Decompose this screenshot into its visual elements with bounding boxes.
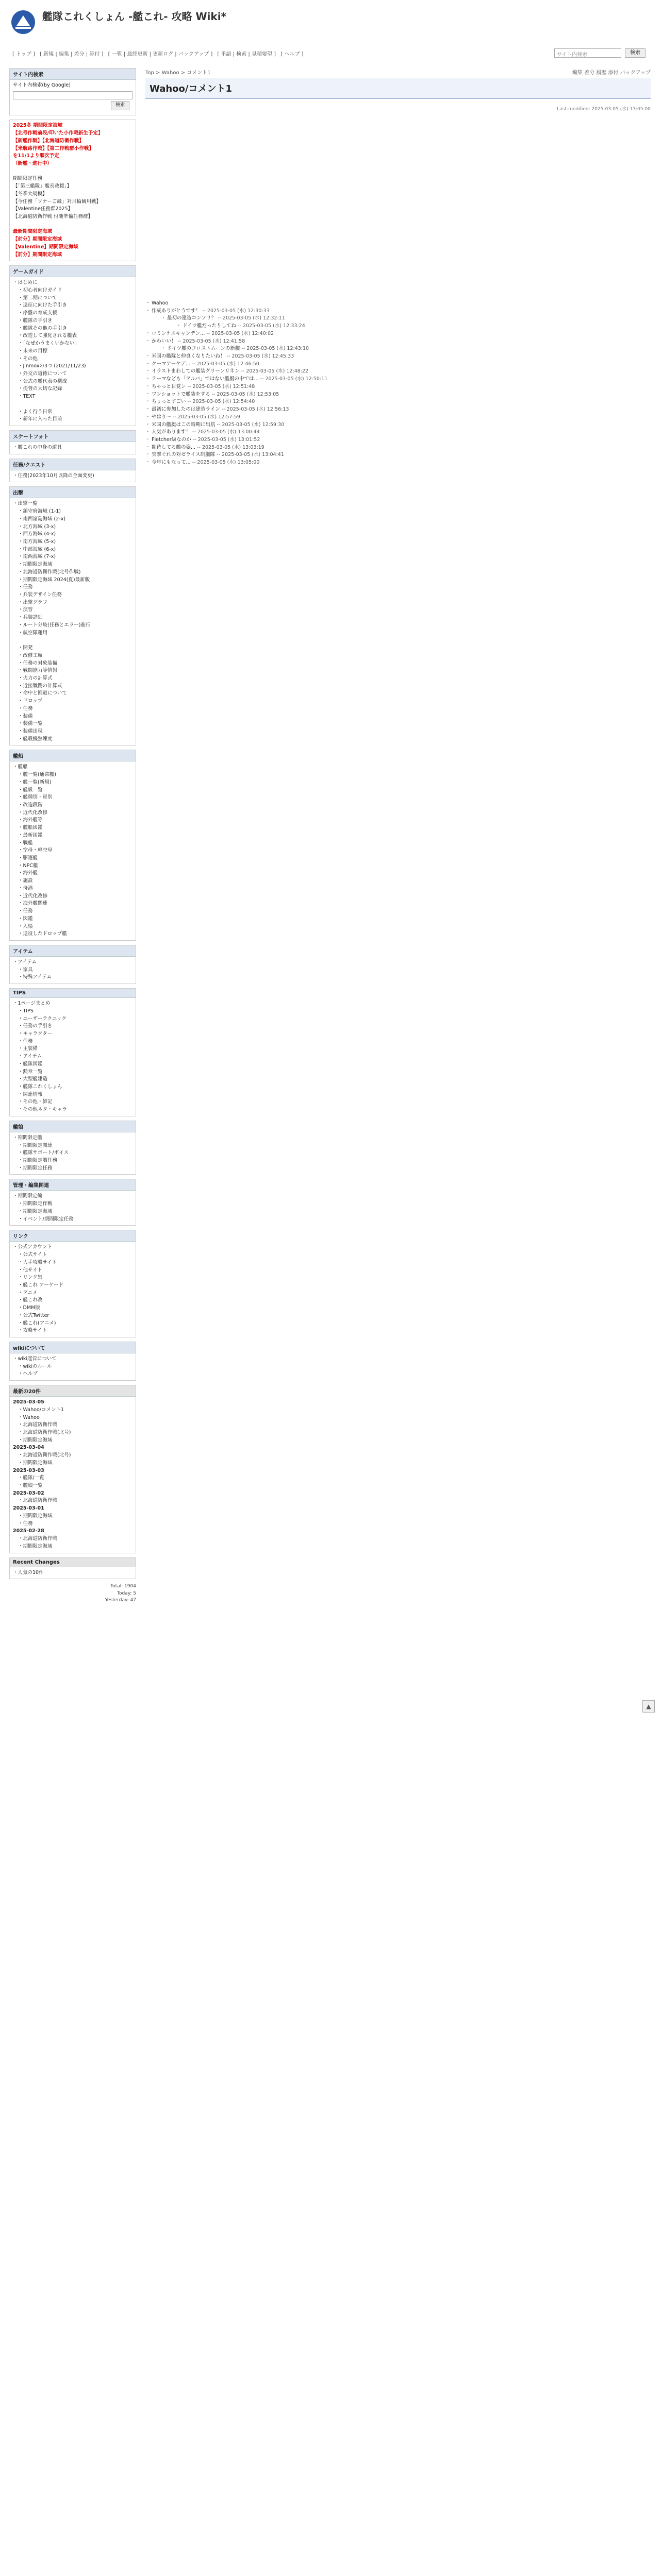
sidebar-link[interactable]: ・期間限定海域 bbox=[18, 1437, 53, 1443]
sidebar-link[interactable]: ・Jinmoxの3つ (2021/11/23) bbox=[18, 363, 86, 369]
sidebar-link[interactable]: ・遠征に向けた手引き bbox=[18, 302, 68, 309]
comment-text: イラストまわしての艦装グリーンリネン bbox=[152, 368, 240, 375]
comment-date: -- 2025-03-05 (水) 13:05:00 bbox=[190, 460, 260, 466]
comment-text: テーマなども「アルバ」ではない艦艇の中では... bbox=[152, 376, 259, 382]
sidebar-block-fleet bbox=[9, 750, 136, 941]
comment-date: -- 2025-03-05 (水) 12:50:11 bbox=[258, 376, 328, 382]
sidebar-link: 2025-03-02 bbox=[13, 1490, 44, 1496]
sidebar-link[interactable]: ・期間限定海域 bbox=[18, 562, 53, 568]
sidebar-section-title: ゲームガイド bbox=[10, 266, 136, 277]
sidebar-link[interactable]: ・南西海域 (7-x) bbox=[18, 554, 56, 560]
sidebar-link[interactable]: ・改修工廠 bbox=[18, 652, 43, 658]
sidebar-link[interactable]: ・家具 bbox=[18, 967, 33, 973]
page-tools[interactable]: 編集 差分 履歴 添付 バックアップ bbox=[572, 70, 651, 76]
sidebar-link[interactable]: ・提督の大切な記録 bbox=[18, 386, 62, 392]
sidebar-block-recent-changes bbox=[9, 1557, 136, 1580]
comment-date: -- 2025-03-05 (水) 12:56:13 bbox=[220, 406, 289, 413]
comment-text: 期待してる艦の姿... bbox=[152, 444, 196, 450]
sidebar-link[interactable]: ・艦一覧(通常艦) bbox=[18, 772, 56, 778]
news-line[interactable]: 【Valentine】期間限定海域 bbox=[13, 244, 78, 250]
comment-text: 米国の艦隊と仲良くなりたいね！ bbox=[152, 353, 225, 360]
news-line[interactable]: 【新艦作戦】【北海道防衛作戦】 bbox=[13, 138, 84, 144]
sidebar-link[interactable]: ・近代化改修 bbox=[18, 893, 48, 899]
sidebar-link[interactable]: ・期間限定作戦 bbox=[18, 1201, 53, 1207]
sidebar-link[interactable]: ・Wahoo bbox=[18, 1414, 40, 1420]
comment-date: -- 2025-03-05 (水) 13:00:44 bbox=[191, 429, 260, 435]
sidebar-link[interactable]: ・最新図鑑 bbox=[18, 832, 43, 838]
comment-date: -- 2025-03-05 (水) 12:46:50 bbox=[190, 361, 259, 367]
sidebar-section-title: TIPS bbox=[10, 989, 136, 998]
comment-date: -- 2025-03-05 (水) 12:45:33 bbox=[225, 353, 294, 360]
comment-date: -- 2025-03-05 (水) 12:32:11 bbox=[216, 315, 285, 321]
site-title[interactable] bbox=[42, 8, 226, 23]
comment-text: 最初の建造コンソリ？ bbox=[167, 315, 217, 321]
sidebar-link[interactable]: ・DMM版 bbox=[18, 1305, 40, 1311]
sidebar-link[interactable]: ・航空隊運用 bbox=[18, 630, 48, 636]
comment-date: -- 2025-03-05 (水) 12:54:40 bbox=[186, 399, 255, 405]
sidebar-link[interactable]: ・海外艦 bbox=[18, 870, 38, 876]
sidebar-link[interactable]: ・TEXT bbox=[18, 394, 36, 400]
sidebar-link[interactable]: ・南方海域 (5-x) bbox=[18, 539, 56, 545]
comment-text: ちょっとすごい bbox=[152, 399, 186, 405]
sidebar-link[interactable]: ・ヘルプ bbox=[18, 1371, 38, 1377]
sidebar-link[interactable]: ・アイテム bbox=[13, 959, 37, 965]
news-line[interactable]: 最新期間限定海域 bbox=[13, 229, 53, 235]
sidebar-link[interactable]: ・その他ネタ・キャラ bbox=[18, 1107, 68, 1113]
news-line[interactable]: 【北海道防衛作戦 付随準備任務群】 bbox=[13, 214, 93, 219]
sidebar-link[interactable]: ・勲章一覧 bbox=[18, 1069, 43, 1075]
sidebar-link[interactable]: ・攻略サイト bbox=[18, 1328, 47, 1334]
comment-text: ドイツ艦だったりしてね bbox=[183, 323, 237, 329]
sidebar-link[interactable]: ・任務の手引き bbox=[18, 1023, 53, 1029]
header-search-input[interactable]: サイト内検索 bbox=[554, 48, 621, 58]
sidebar-link[interactable]: ・ドロップ bbox=[18, 698, 43, 704]
sidebar-link[interactable]: ・兵装デザイン任務 bbox=[18, 592, 62, 598]
sidebar-link[interactable]: ・艦船 bbox=[13, 764, 28, 770]
sidebar-link[interactable]: ・図鑑 bbox=[18, 916, 33, 922]
sidebar-link[interactable]: ・艦載機熟練度 bbox=[18, 736, 53, 742]
comment-date: -- 2025-03-05 (水) 12:48:22 bbox=[239, 368, 309, 375]
sidebar-link[interactable]: ・リンク集 bbox=[18, 1275, 43, 1281]
sidebar-link[interactable]: ・期間限定海域 bbox=[18, 1513, 53, 1519]
sidebar-link[interactable]: ・艦これ アーケード bbox=[18, 1282, 64, 1288]
sidebar-link[interactable]: ・駆逐艦 bbox=[18, 855, 38, 861]
comment-item bbox=[145, 308, 651, 315]
comment-text: ちゃっと目覚ン bbox=[152, 383, 186, 389]
sidebar-section-title: 最新の20件 bbox=[10, 1385, 136, 1397]
sidebar-block-kanmusu bbox=[9, 1121, 136, 1175]
comment-item bbox=[145, 421, 651, 429]
comment-date: -- 2025-03-05 (水) 12:53:05 bbox=[210, 391, 279, 397]
comment-text: ロミンケスキャンデン... bbox=[152, 330, 205, 336]
sidebar-section-title: 任務/クエスト bbox=[10, 459, 136, 470]
sidebar-link[interactable]: ・期間限定海域 bbox=[18, 1460, 53, 1466]
sidebar-link[interactable]: ・出撃一覧 bbox=[13, 501, 38, 507]
access-counter bbox=[9, 1583, 136, 1604]
sidebar-link[interactable]: ・未来の目標 bbox=[18, 348, 48, 354]
sidebar-link: 2025-03-04 bbox=[13, 1445, 44, 1451]
site-logo-icon[interactable] bbox=[10, 9, 36, 35]
sidebar-link[interactable]: ・ユーザーテクニック bbox=[18, 1015, 67, 1022]
comment-text: 米国の艦艇はこの時期に出航 bbox=[152, 421, 216, 428]
comment-item bbox=[145, 459, 651, 467]
news-line[interactable]: （新艦・進行中） bbox=[13, 160, 53, 166]
news-line[interactable]: 【今任務「ソナーご縁」対月輪観用戦】 bbox=[13, 198, 102, 205]
sidebar-link[interactable]: ・よく行う日常 bbox=[18, 409, 53, 415]
comment-date: -- 2025-03-05 (水) 12:43:10 bbox=[240, 346, 309, 352]
sidebar-link[interactable]: ・期間限定艦任務 bbox=[18, 1158, 58, 1164]
sidebar-link[interactable]: ・任務 bbox=[18, 1038, 33, 1044]
comment-item bbox=[145, 383, 651, 391]
site-search-label: サイト内検索(by Google) bbox=[13, 82, 71, 88]
comment-item bbox=[145, 414, 651, 421]
comment-item bbox=[145, 376, 651, 383]
sidebar-link[interactable]: ・兵装詳細 bbox=[18, 615, 43, 621]
sidebar-link[interactable]: ・任務 bbox=[18, 584, 33, 590]
sidebar-link[interactable]: ・期間限定海域 2024(夏)最新版 bbox=[18, 577, 90, 583]
sidebar-link[interactable]: ・出撃グラフ bbox=[18, 599, 48, 605]
comment-item bbox=[145, 368, 651, 376]
sidebar-section-title: 出撃 bbox=[10, 487, 136, 498]
sidebar-search-input[interactable] bbox=[13, 91, 133, 99]
sidebar-link[interactable]: ・キャラクター bbox=[18, 1030, 53, 1037]
sidebar-link[interactable]: ・艦隊その他の手引き bbox=[18, 325, 68, 331]
comment-item bbox=[145, 353, 651, 361]
comment-date: -- 2025-03-05 (水) 12:33:24 bbox=[236, 323, 305, 329]
comment-item bbox=[145, 406, 651, 414]
comment-text: かわいい！ bbox=[152, 338, 176, 344]
sidebar-section-title: アイテム bbox=[10, 945, 136, 957]
sidebar-link[interactable]: ・艦隊サポート/ボイス bbox=[18, 1150, 69, 1156]
sidebar-link[interactable]: ・北海道防衛作戦 bbox=[18, 1536, 58, 1542]
sidebar-link[interactable]: ・海外艦等 bbox=[18, 817, 43, 823]
comment-item bbox=[161, 345, 651, 353]
sidebar-section-title: 艦娘 bbox=[10, 1121, 136, 1132]
sidebar-link: 2025-03-03 bbox=[13, 1467, 44, 1473]
news-line[interactable]: 【北号作戦前段/叩いた小作戦新生予定】 bbox=[13, 130, 103, 137]
header-search-button[interactable]: 検索 bbox=[625, 48, 646, 58]
sidebar-news bbox=[9, 120, 136, 261]
news-line[interactable] bbox=[13, 168, 133, 176]
scroll-to-top-button[interactable]: ▲ bbox=[642, 1700, 655, 1713]
top-navigation bbox=[12, 49, 306, 57]
comment-text: ドイツ艦のフロストムーンの新艦 bbox=[167, 346, 240, 352]
sidebar-link[interactable]: ・任務 bbox=[18, 908, 33, 914]
sidebar-link[interactable]: ・北方海域 (3-x) bbox=[18, 523, 56, 530]
sidebar-link[interactable]: ・開発 bbox=[18, 645, 33, 651]
sidebar-link[interactable]: ・公式の艦代表の構成 bbox=[18, 378, 68, 384]
sidebar-link[interactable]: ・施設 bbox=[18, 878, 33, 884]
comment-item bbox=[145, 391, 651, 399]
sidebar-link[interactable]: ・他サイト bbox=[18, 1267, 42, 1273]
sidebar-site-search bbox=[9, 68, 136, 115]
comment-text: 作成ありがとうです！ bbox=[152, 308, 201, 314]
news-line[interactable]: 【冬季大規模】 bbox=[13, 191, 47, 197]
sidebar-link[interactable]: ・Wahoo/コメント1 bbox=[18, 1406, 64, 1413]
comment-date: -- 2025-03-05 (水) 12:57:59 bbox=[171, 414, 240, 420]
sidebar-link[interactable]: ・期間限定任務 bbox=[18, 1165, 53, 1171]
comment-date: -- 2025-03-05 (水) 12:41:58 bbox=[176, 338, 245, 344]
breadcrumb[interactable]: Top > Wahoo > コメント1 bbox=[145, 70, 211, 76]
news-line[interactable]: 【米航路作戦】【第二作戦群小作戦】 bbox=[13, 145, 94, 151]
comment-text: ワンショットで艦装をする bbox=[152, 391, 210, 397]
sidebar-link[interactable]: ・南西諸島海域 (2-x) bbox=[18, 516, 66, 522]
sidebar-link[interactable]: ・装備一覧 bbox=[18, 721, 43, 727]
sidebar-link[interactable]: ・新年に入った目前 bbox=[18, 416, 62, 422]
comment-item bbox=[145, 361, 651, 368]
sidebar-link[interactable]: ・任務 bbox=[18, 1520, 33, 1527]
sidebar-block-quest bbox=[9, 459, 136, 483]
news-line[interactable]: 期間限定任務 bbox=[13, 176, 43, 182]
sidebar-link[interactable]: ・その他・雑記 bbox=[18, 1099, 53, 1105]
news-line[interactable] bbox=[13, 221, 133, 229]
sidebar-link[interactable]: ・TIPS bbox=[18, 1008, 34, 1014]
sidebar-link[interactable]: ・中部海域 (6-x) bbox=[18, 546, 56, 552]
sidebar-section-title: リンク bbox=[10, 1230, 136, 1242]
sidebar-block-menu bbox=[9, 265, 136, 426]
sidebar-block-tips bbox=[9, 988, 136, 1116]
news-line[interactable]: 【Valentine任務群2025】 bbox=[13, 206, 73, 212]
sidebar-link[interactable]: ・wikiのルール bbox=[18, 1363, 52, 1369]
sidebar-link[interactable]: ・期間限定艦 bbox=[13, 1134, 43, 1141]
comment-text: Wahoo bbox=[152, 300, 169, 306]
sidebar-link[interactable]: ・艦隊図鑑 bbox=[18, 1061, 43, 1067]
sidebar-link[interactable]: ・初心者向けガイド bbox=[18, 287, 62, 294]
sidebar-link[interactable]: ・特殊アイテム bbox=[18, 974, 52, 980]
sidebar-link[interactable]: ・1ページまとめ bbox=[13, 1001, 51, 1007]
comment-date: -- 2025-03-05 (水) 13:01:52 bbox=[191, 436, 260, 443]
site-title-text[interactable]: 艦隊これくしょん -艦これ- 攻略 Wiki* bbox=[42, 10, 227, 23]
nav-edit[interactable]: [ 新規 | 編集 | 差分 | 添付 ] bbox=[40, 52, 104, 57]
counter-line: Today: 5 bbox=[117, 1590, 136, 1596]
comment-list bbox=[145, 300, 651, 467]
sidebar-link[interactable]: ・入渠 bbox=[18, 923, 33, 929]
news-line[interactable]: を11/1より順次予定 bbox=[13, 153, 59, 159]
news-line[interactable]: 【「第三艦隊」艦長救援」】 bbox=[13, 183, 72, 190]
sidebar-link[interactable]: ・装備出現 bbox=[18, 728, 43, 734]
comment-item bbox=[145, 451, 651, 459]
sidebar-link[interactable]: ・大手攻略サイト bbox=[18, 1259, 57, 1265]
sidebar-link[interactable]: ・wiki運営について bbox=[13, 1355, 57, 1362]
sidebar-link[interactable]: ・戦艦 bbox=[18, 840, 33, 846]
comment-text: クーマアーケデ... bbox=[152, 361, 191, 367]
sidebar-link[interactable]: ・艦隊これくしょん bbox=[18, 1084, 62, 1090]
sidebar-link[interactable]: ・期間限定関連 bbox=[18, 1142, 53, 1148]
sidebar-link[interactable]: ・イベント/期間限定任務 bbox=[18, 1216, 74, 1222]
sidebar-link[interactable]: ・近接戦闘の計算式 bbox=[18, 683, 62, 689]
sidebar-section-title: 艦船 bbox=[10, 750, 136, 761]
sidebar-link[interactable]: ・退役したドロップ艦 bbox=[18, 931, 67, 937]
last-modified: Last-modified: 2025-03-05 (水) 13:05:00 bbox=[557, 107, 651, 112]
sidebar-block-recent bbox=[9, 1385, 136, 1553]
sidebar-link[interactable]: ・大型艦建造 bbox=[18, 1076, 48, 1082]
sidebar-link[interactable]: ・北海道防衛作戦(北号) bbox=[18, 1430, 71, 1435]
sidebar-link[interactable]: ・戦闘能力等情報 bbox=[18, 668, 58, 674]
comment-text: やはり～ bbox=[152, 414, 172, 420]
sidebar-link: 2025-03-01 bbox=[13, 1505, 44, 1512]
sidebar-link[interactable]: ・海外艦関連 bbox=[18, 901, 48, 907]
sidebar-block-items bbox=[9, 945, 136, 984]
sidebar-link[interactable]: ・期間限定編 bbox=[13, 1193, 43, 1199]
sidebar-link[interactable]: ・外交の道徳について bbox=[18, 370, 67, 377]
sidebar-link[interactable]: ・艦級一覧 bbox=[18, 787, 43, 793]
comment-text: 人気があります！ bbox=[152, 429, 191, 435]
sidebar-link[interactable]: ・任務の対象装備 bbox=[18, 660, 58, 666]
sidebar-link[interactable]: ・艦これ(アニメ) bbox=[18, 1320, 56, 1326]
sidebar-link[interactable]: ・母港 bbox=[18, 885, 33, 891]
sidebar-link[interactable]: ・ルート分岐(任務とエラー)進行 bbox=[18, 622, 91, 628]
sidebar-section-title: wikiについて bbox=[10, 1342, 136, 1353]
sidebar-block-forum bbox=[9, 430, 136, 454]
comment-date: -- 2025-03-05 (水) 12:30:33 bbox=[201, 308, 270, 314]
comment-date: -- 2025-03-05 (水) 12:51:48 bbox=[186, 383, 255, 389]
comment-date: -- 2025-03-05 (水) 13:03:19 bbox=[195, 444, 264, 450]
comment-date: -- 2025-03-05 (水) 12:59:30 bbox=[215, 421, 285, 428]
sidebar-link[interactable]: ・艦船図鑑 bbox=[18, 825, 43, 831]
sidebar-link[interactable]: ・艦隊/一覧 bbox=[18, 1475, 44, 1481]
sidebar-link[interactable]: ・艦一覧(新規) bbox=[18, 779, 52, 785]
comment-item bbox=[161, 315, 651, 323]
sidebar-link[interactable]: ・装備 bbox=[18, 713, 33, 719]
sidebar-link[interactable]: ・その他 bbox=[18, 355, 38, 362]
comment-item bbox=[145, 444, 651, 452]
sidebar-link[interactable]: ・西方海域 (4-x) bbox=[18, 531, 56, 537]
comment-text: Fletcher級なのか bbox=[152, 436, 191, 443]
sidebar-link[interactable]: ・演習 bbox=[18, 607, 33, 613]
sidebar-block-links bbox=[9, 1230, 136, 1337]
sidebar-block-wiki bbox=[9, 1342, 136, 1381]
nav-help[interactable]: [ ヘルプ ] bbox=[280, 52, 304, 57]
sidebar-link[interactable]: ・空母・軽空母 bbox=[18, 848, 53, 854]
sidebar-link[interactable]: ・改造して強化される艦表 bbox=[18, 333, 77, 339]
sidebar-link[interactable]: ・鎮守府海域 (1-1) bbox=[18, 509, 61, 515]
comment-item bbox=[145, 300, 651, 308]
sidebar-link[interactable]: ・北海道防衛作戦 bbox=[18, 1498, 58, 1504]
nav-list[interactable]: [ 一覧 | 最終更新 | 更新ログ | バックアップ ] bbox=[108, 52, 213, 57]
sidebar-link[interactable]: ・主装備 bbox=[18, 1046, 38, 1052]
sidebar-search-button[interactable]: 検索 bbox=[111, 101, 129, 110]
sidebar-block-sortie bbox=[9, 486, 136, 745]
sidebar-link[interactable]: ・北海道防衛作戦(北号) bbox=[18, 1452, 71, 1459]
sidebar-link[interactable]: ・序盤の育成支援 bbox=[18, 310, 58, 316]
sidebar-link[interactable]: ・公式アカウント bbox=[13, 1244, 52, 1250]
sidebar-link: 2025-02-28 bbox=[13, 1528, 44, 1534]
sidebar-link[interactable]: ・公式Twitter bbox=[18, 1312, 49, 1318]
sidebar-link[interactable]: ・はじめに bbox=[13, 280, 38, 286]
sidebar-link[interactable]: ・艦これ改 bbox=[18, 1297, 43, 1303]
nav-search[interactable]: [ 単語 | 検索 | 見積要望 ] bbox=[217, 52, 276, 57]
sidebar-section-title: サイト内検索 bbox=[10, 69, 136, 80]
sidebar-link: 2025-03-05 bbox=[13, 1399, 44, 1405]
comment-item bbox=[176, 323, 651, 330]
sidebar-link[interactable]: ・火力の計算式 bbox=[18, 675, 53, 681]
sidebar-link[interactable]: ・アニメ bbox=[18, 1290, 38, 1296]
sidebar-link[interactable]: ・期間限定海域 bbox=[18, 1208, 53, 1214]
sidebar-link[interactable]: ・第二期について bbox=[18, 295, 57, 301]
comment-item bbox=[145, 436, 651, 444]
sidebar-link[interactable] bbox=[13, 637, 133, 645]
comment-date: -- 2025-03-05 (水) 12:40:02 bbox=[205, 330, 274, 336]
comment-text: 今年にもなって... bbox=[152, 460, 191, 466]
sidebar-link[interactable]: ・改造段階 bbox=[18, 802, 43, 808]
sidebar-link[interactable]: ・公式サイト bbox=[18, 1252, 47, 1258]
sidebar-link[interactable] bbox=[13, 401, 133, 409]
sidebar-link[interactable]: ・艦種別・軍別 bbox=[18, 794, 53, 801]
news-line[interactable]: 【前分】期間限定海域 bbox=[13, 236, 62, 243]
comment-text: 突撃ぐれの対ゼライス制艦隊 bbox=[152, 452, 216, 458]
comment-item bbox=[145, 338, 651, 346]
news-list bbox=[10, 120, 136, 261]
sidebar-link[interactable]: ・関連情報 bbox=[18, 1091, 43, 1097]
sidebar-link[interactable]: ・NPC艦 bbox=[18, 862, 38, 869]
comment-date: -- 2025-03-05 (水) 13:04:41 bbox=[215, 452, 284, 458]
sidebar-link[interactable]: ・「なぜかうまくいかない」 bbox=[18, 341, 79, 347]
page-title: Wahoo/コメント1 bbox=[145, 78, 651, 99]
sidebar-link[interactable]: ・期間限定海域 bbox=[18, 1543, 53, 1549]
sidebar-link[interactable]: ・命中と回避について bbox=[18, 690, 67, 697]
sidebar-section-title: Recent Changes bbox=[10, 1558, 136, 1567]
sidebar-link[interactable]: ・任務(2023年10月以降の全面変更) bbox=[13, 472, 94, 479]
comment-item bbox=[145, 398, 651, 406]
sidebar-link[interactable]: ・艦隊の手引き bbox=[18, 317, 53, 324]
sidebar-link[interactable]: ・近代化改修 bbox=[18, 809, 48, 816]
news-line[interactable]: 2025冬 期間限定海域 bbox=[13, 123, 63, 129]
comment-item bbox=[145, 429, 651, 436]
sidebar-link[interactable]: ・北海道防衛作戦(北号作戦) bbox=[18, 569, 81, 575]
sidebar-section-title: スケートフォト bbox=[10, 431, 136, 442]
nav-top[interactable]: [ トップ ] bbox=[12, 52, 35, 57]
news-line[interactable]: 【前分】期間限定海域 bbox=[13, 251, 62, 258]
sidebar bbox=[9, 68, 136, 1604]
sidebar-link[interactable]: ・任務 bbox=[18, 705, 33, 711]
sidebar-link[interactable]: ・人気の10件 bbox=[13, 1569, 44, 1575]
sidebar-block-collab bbox=[9, 1179, 136, 1226]
comment-text: 最初に参加したのは建造ライン bbox=[152, 406, 220, 413]
sidebar-sections bbox=[9, 265, 136, 1579]
sidebar-link[interactable]: ・艦娘一覧 bbox=[18, 1483, 43, 1489]
sidebar-link[interactable]: ・北海道防衛作戦 bbox=[18, 1422, 58, 1428]
sidebar-section-title: 管理・編集関連 bbox=[10, 1179, 136, 1191]
counter-line: Total: 1904 bbox=[110, 1584, 136, 1589]
site-header bbox=[0, 0, 662, 62]
sidebar-link[interactable]: ・アイテム bbox=[18, 1054, 42, 1060]
comment-item bbox=[145, 330, 651, 338]
counter-line: Yesterday: 47 bbox=[105, 1598, 136, 1603]
sidebar-link[interactable]: ・艦これの中身の道具 bbox=[13, 444, 62, 450]
